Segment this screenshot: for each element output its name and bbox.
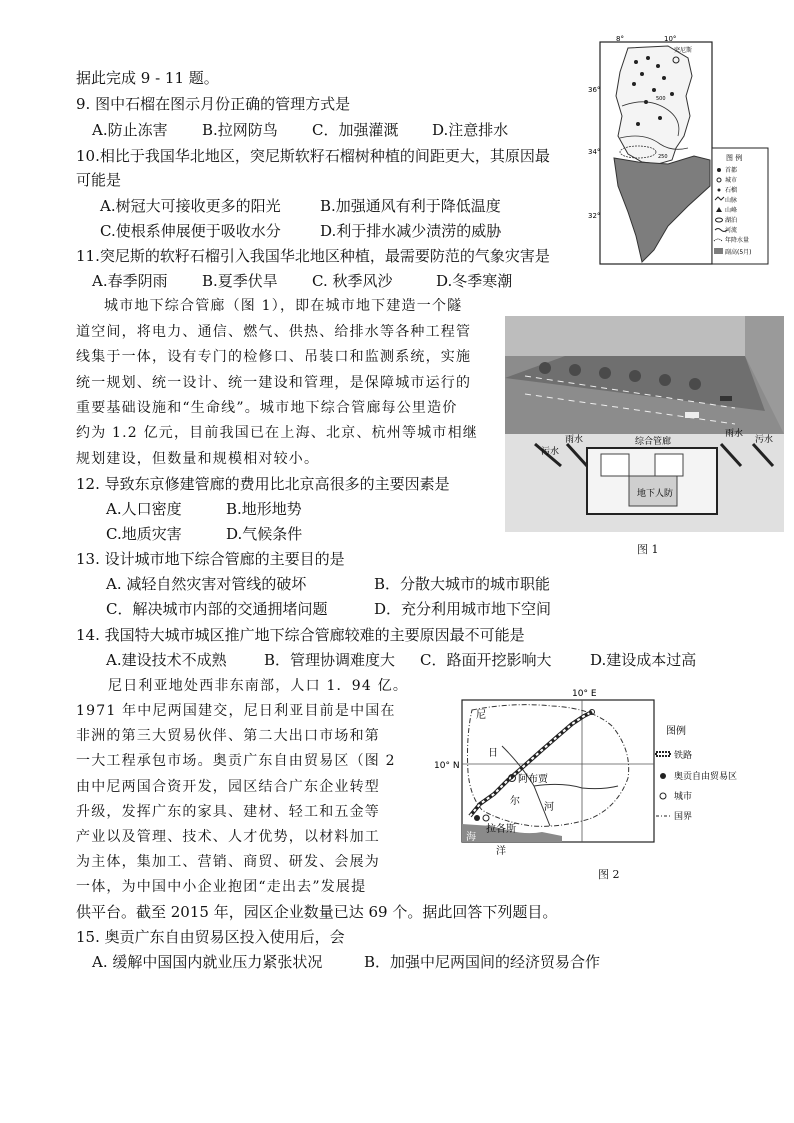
- lagos-label: 拉各斯: [486, 824, 516, 835]
- lon-label: 10° E: [572, 689, 597, 699]
- legend-item: 城市: [725, 177, 738, 184]
- legend-title: 图 例: [726, 154, 743, 162]
- q13-option-c[interactable]: C．解决城市内部的交通拥堵问题: [106, 600, 328, 618]
- legend-item: 湖泊: [725, 217, 738, 224]
- q10-option-b[interactable]: B.加强通风有利于降低温度: [320, 197, 501, 215]
- legend-item: 铁路: [674, 751, 693, 761]
- passage2-line: 尼日利亚地处西非东南部，人口 1．94 亿。: [108, 678, 409, 694]
- q11-option-b[interactable]: B.夏季伏旱: [202, 272, 278, 290]
- q13-option-a[interactable]: A. 减轻自然灾害对管线的破坏: [106, 575, 307, 593]
- q9-stem: 9. 图中石榴在图示月份正确的管理方式是: [76, 95, 351, 113]
- legend-item: 首都: [725, 167, 738, 174]
- passage2-line: 由中尼两国合资开发，园区结合广东企业转型: [76, 779, 380, 795]
- passage2-line: 1971 年中尼两国建交，尼日利亚目前是中国在: [76, 703, 396, 719]
- lon-label: 8°: [616, 35, 624, 43]
- country-char: 日: [488, 748, 498, 759]
- lon-label: 10°: [664, 35, 677, 43]
- country-char: 尼: [476, 710, 486, 721]
- passage2-line: 一大工程承包市场。奥贡广东自由贸易区（图 2: [76, 753, 396, 769]
- passage2-line: 为主体，集加工、营销、商贸、研发、会展为: [76, 854, 380, 870]
- q11-option-d[interactable]: D.冬季寒潮: [436, 272, 513, 290]
- q14-option-b[interactable]: B．管理协调难度大: [264, 651, 396, 669]
- legend-item: 城市: [674, 792, 693, 802]
- legend-item: 山峰: [725, 207, 738, 214]
- tunnel-label: 综合管廊: [635, 437, 672, 447]
- q10-option-c[interactable]: C.使根系伸展便于吸收水分: [100, 222, 281, 240]
- q13-stem: 13. 设计城市地下综合管廊的主要目的是: [76, 550, 345, 568]
- passage2-line: 一体，为中国中小企业抱团“走出去”发展提: [76, 879, 367, 895]
- sea-label: 洋: [496, 846, 506, 857]
- legend-item: 副高(5月): [725, 249, 752, 256]
- q10-stem-line2: 可能是: [76, 171, 122, 189]
- lat-label: 10° N: [434, 761, 460, 771]
- lat-label: 32°: [588, 212, 601, 220]
- legend-item: 年降水量: [725, 237, 750, 244]
- q12-option-b[interactable]: B.地形地势: [226, 500, 302, 518]
- tunisia-map: [588, 35, 770, 270]
- q10-option-d[interactable]: D.利于排水减少渍涝的威胁: [320, 222, 502, 240]
- sewage-label: 污水: [541, 447, 560, 457]
- passage1-line: 道空间，将电力、通信、燃气、供热、给排水等各种工程管: [76, 324, 472, 340]
- sea-label: 海: [466, 832, 476, 843]
- q10-stem-line1: 10.相比于我国华北地区，突尼斯软籽石榴树种植的间距更大，其原因最: [76, 147, 550, 165]
- country-char: 尔: [510, 796, 520, 807]
- q12-option-c[interactable]: C.地质灾害: [106, 525, 182, 543]
- q9-option-c[interactable]: C．加强灌溉: [312, 121, 399, 139]
- rain-label: 雨水: [725, 429, 744, 439]
- q14-option-a[interactable]: A.建设技术不成熟: [106, 651, 227, 669]
- passage2-line: 升级，发挥广东的家具、建材、轻工和五金等: [76, 804, 380, 820]
- q15-option-b[interactable]: B．加强中尼两国间的经济贸易合作: [364, 953, 601, 971]
- sewage-label: 污水: [755, 435, 774, 445]
- q13-option-d[interactable]: D．充分利用城市地下空间: [374, 600, 552, 618]
- capital-label: 阿布贾: [518, 774, 548, 785]
- q12-option-a[interactable]: A.人口密度: [106, 500, 182, 518]
- q13-option-b[interactable]: B．分散大城市的城市职能: [374, 575, 551, 593]
- q15-stem: 15. 奥贡广东自由贸易区投入使用后，会: [76, 928, 345, 946]
- country-label: 突尼斯: [674, 47, 693, 54]
- legend-item: 石榴: [725, 187, 738, 194]
- q9-option-b[interactable]: B.拉网防鸟: [202, 121, 278, 139]
- contour-label: 500: [656, 96, 666, 102]
- passage1-line: 重要基础设施和“生命线”。城市地下综合管廊每公里造价: [76, 400, 458, 416]
- map-frame: [462, 700, 654, 842]
- passage2-end: 供平台。截至 2015 年，园区企业数量已达 69 个。据此回答下列题目。: [76, 903, 558, 921]
- legend-title: 图例: [666, 726, 686, 737]
- q14-stem: 14. 我国特大城市城区推广地下综合管廊较难的主要原因最不可能是: [76, 626, 525, 644]
- q14-option-c[interactable]: C．路面开挖影响大: [420, 651, 552, 669]
- passage1-line: 线集于一体，设有专门的检修口、吊装口和监测系统，实施: [76, 349, 472, 365]
- legend-item: 国界: [674, 812, 693, 822]
- rain-label: 雨水: [565, 435, 584, 445]
- passage1-line: 约为 1.2 亿元，目前我国已在上海、北京、杭州等城市相继: [76, 425, 478, 441]
- river-label: 河: [544, 802, 554, 813]
- q10-option-a[interactable]: A.树冠大可接收更多的阳光: [100, 197, 281, 215]
- q14-option-d[interactable]: D.建设成本过高: [590, 651, 697, 669]
- q11-option-c[interactable]: C. 秋季风沙: [312, 272, 393, 290]
- passage2-line: 非洲的第三大贸易伙伴、第二大出口市场和第: [76, 728, 380, 744]
- figure1-caption: 图 1: [637, 543, 659, 556]
- figure2-caption: 图 2: [598, 868, 620, 881]
- passage1-line: 统一规划、统一设计、统一建设和管理，是保障城市运行的: [76, 375, 472, 391]
- lat-label: 34°: [588, 148, 601, 156]
- q15-option-a[interactable]: A. 缓解中国国内就业压力紧张状况: [92, 953, 323, 971]
- shelter-label: 地下人防: [637, 489, 674, 499]
- utility-tunnel-figure: [505, 316, 784, 532]
- ogun-zone-icon: [474, 815, 480, 821]
- lat-label: 36°: [588, 86, 601, 94]
- q12-stem: 12. 导致东京修建管廊的费用比北京高很多的主要因素是: [76, 475, 450, 493]
- passage1-line: 规划建设，但数量和规模相对较小。: [76, 451, 320, 467]
- legend-item: 山脉: [725, 197, 738, 204]
- q9-option-d[interactable]: D.注意排水: [432, 121, 509, 139]
- q12-option-d[interactable]: D.气候条件: [226, 525, 303, 543]
- legend-item: 河流: [725, 227, 738, 234]
- passage1-line: 城市地下综合管廊（图 1），即在城市地下建造一个隧: [104, 298, 463, 314]
- q11-stem: 11.突尼斯的软籽石榴引入我国华北地区种植，最需要防范的气象灾害是: [76, 247, 550, 265]
- nigeria-map: [432, 686, 738, 864]
- q11-option-a[interactable]: A.春季阴雨: [92, 272, 168, 290]
- legend-item: 奥贡自由贸易区: [674, 772, 738, 782]
- legend-frame: [712, 148, 768, 264]
- q9-option-a[interactable]: A.防止冻害: [92, 121, 168, 139]
- intro-line: 据此完成 9 - 11 题。: [76, 69, 219, 87]
- contour-label: 250: [658, 154, 668, 160]
- passage2-line: 产业以及管理、技术、人才优势，以材料加工: [76, 829, 380, 845]
